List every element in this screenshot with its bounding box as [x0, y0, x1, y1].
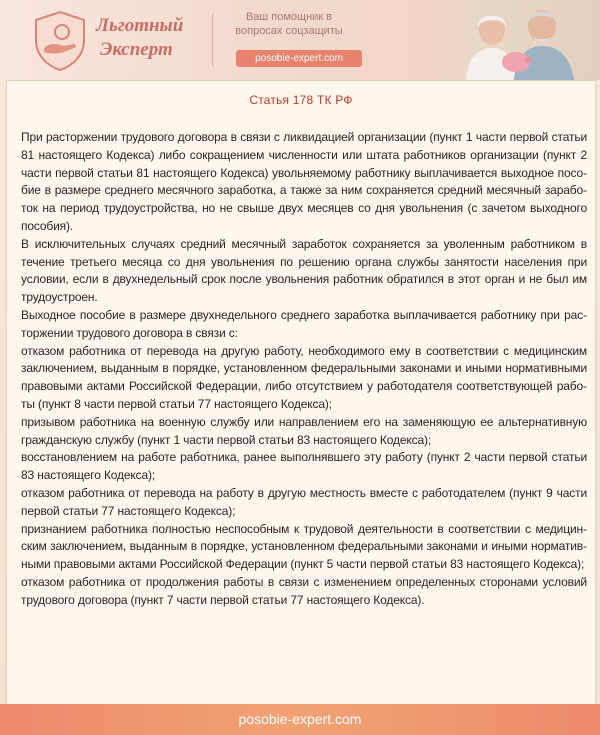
header-divider: [212, 14, 213, 66]
article-paragraph: признанием работника полностью неспособным к трудовой деятельности в соответствии с медицинским заключением, выданным в порядке, установленном федеральными законами и иными нормативными правовыми актами Российской Федерации (пункт 5 части первой статьи 83 настоящего Кодекса);: [21, 521, 587, 572]
brand-line-1: Льготный: [96, 15, 184, 36]
article-paragraph: отказом работника от перевода на другую работу, необходимого ему в соответствии с медицинским заключением, выданным в порядке, установленном федеральными законами и иными нормативными правовыми актами Российской Федерации, либо отсутствием у работодателя соответствующей работы (пункт 8 части первой статьи 77 настоящего Кодекса);: [21, 343, 587, 411]
article-paragraph: При расторжении трудового договора в связи с ликвидацией организации (пункт 1 части первой статьи 81 настоящего Кодекса) либо сокращением численности или штата работников организации (пункт 2 части первой статьи 81 настоящего Кодекса) увольняемому работнику выплачивается выходное пособие в размере среднего месячного заработка, а также за ним сохраняется средний месячный заработок на период трудоустройства, но не свыше двух месяцев со дня увольнения (с зачетом выходного пособия).: [21, 130, 587, 233]
article-paragraph: отказом работника от перевода на работу в другую местность вместе с работодателем (пункт 9 части первой статьи 77 настоящего Кодекса);: [21, 485, 587, 518]
tagline: Ваш помощник в вопросах соцзащиты: [235, 11, 343, 37]
brand-line-2: Эксперт: [100, 39, 173, 60]
article-paragraph: призывом работника на военную службу или направлением его на заменяющую ее альтернативную гражданскую службу (пункт 1 части первой статьи 83 настоящего Кодекса);: [21, 414, 587, 447]
article-paragraph: отказом работника от продолжения работы в связи с изменением определенных сторонами условий трудового договора (пункт 7 части первой статьи 77 настоящего Кодекса).: [21, 574, 587, 607]
footer-site-link[interactable]: posobie-expert.com: [238, 711, 362, 727]
header-banner: [0, 0, 600, 80]
brand-name: [96, 14, 183, 62]
article-paragraph: Выходное пособие в размере двухнедельного среднего заработка выплачивается работнику при расторжении трудового договора в связи с:: [21, 307, 587, 340]
article-paragraph: В исключительных случаях средний месячный заработок сохраняется за уволенным работником в течение третьего месяца со дня увольнения по решению органа службы занятости населения при условии, если в двухнедельный срок после увольнения работник обратился в этот орган и не был им трудоустроен.: [21, 236, 587, 305]
article-paragraph: восстановлением на работе работника, ранее выполнявшего эту работу (пункт 2 части первой статьи 83 настоящего Кодекса);: [21, 450, 587, 483]
elderly-couple-photo: [430, 0, 600, 80]
article-title: Статья 178 ТК РФ: [249, 93, 353, 107]
site-badge[interactable]: posobie-expert.com: [236, 50, 362, 67]
article-card: [6, 80, 596, 706]
footer-bar: [0, 704, 600, 735]
shield-logo-icon: [32, 10, 88, 72]
article-body: [21, 129, 587, 610]
